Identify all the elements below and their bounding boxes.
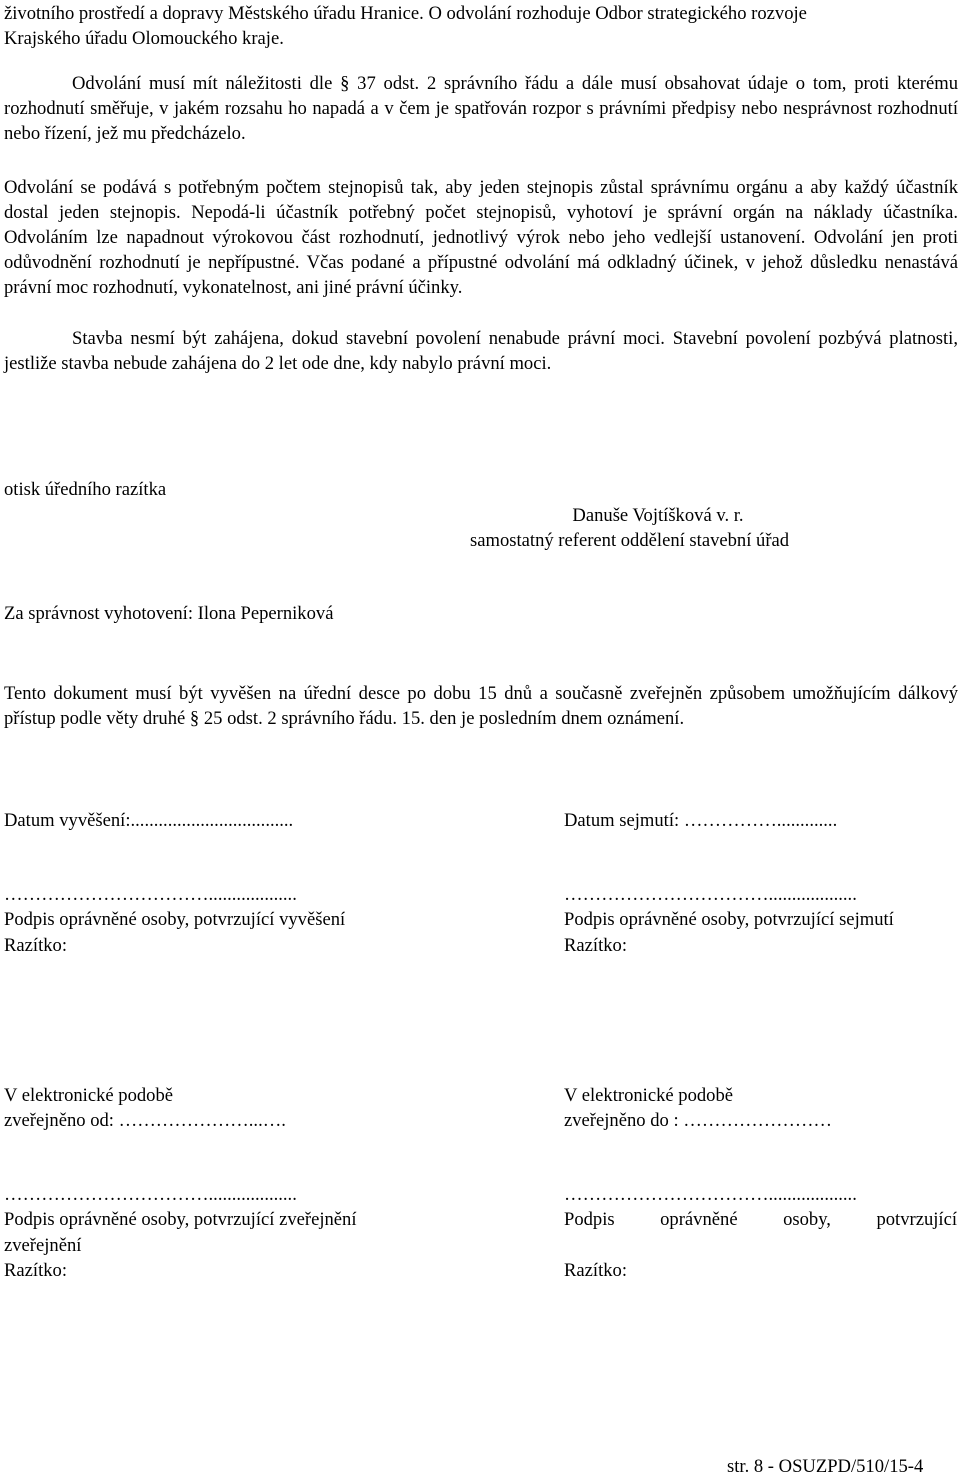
construction-note-paragraph: Stavba nesmí být zahájena, dokud stavební povolení nenabude právní moci. Stavební povolení pozbývá platnosti, jestliže stavba nebude zahájena do 2 let ode dne, kdy nabylo právní moci. [4, 328, 958, 374]
sign-right-1: Podpis oprávněné osoby, potvrzující sejmutí [564, 909, 894, 930]
electronic-right: V elektronické podobě [564, 1085, 734, 1106]
sign-left-2-cont: zveřejnění [4, 1235, 82, 1256]
dots-left-2: ……………………………................... [4, 1184, 297, 1205]
stamp-right-2: Razítko: [564, 1260, 627, 1281]
posting-notice-paragraph: Tento dokument musí být vyvěšen na úřední desce po dobu 15 dnů a současně zveřejněn způsobem umožňujícím dálkový přístup podle věty druhé § 25 odst. 2 správního řádu. 15. den je posledním dnem oznámení. [4, 683, 958, 729]
sign-right-2: Podpis oprávněné osoby, potvrzující [564, 1209, 957, 1230]
signer-role: samostatný referent oddělení stavební úřad [470, 530, 790, 551]
page-reference: str. 8 - OSUZPD/510/15-4 [727, 1456, 924, 1477]
published-to: zveřejněno do : …………………… [564, 1110, 833, 1131]
appeal-filing-paragraph: Odvolání se podává s potřebným počtem stejnopisů tak, aby jeden stejnopis zůstal správnímu orgánu a aby každý účastník dostal jeden stejnopis. Nepodá-li účastník potřebný počet stejnopisů, vyhotoví je správní orgán na náklady účastníka. Odvoláním lze napadnout výrokovou část rozhodnutí, jednotlivý výrok nebo jeho vedlejší ustanovení. Odvolání jen proti odůvodnění rozhodnutí je nepřípustné. Včas podané a přípustné odvolání má odkladný účinek, v jehož důsledku nenastává právní moc rozhodnutí, vykonatelnost, ani jiné právní účinky. [4, 177, 958, 298]
electronic-left: V elektronické podobě [4, 1085, 174, 1106]
stamp-label: otisk úředního razítka [4, 479, 167, 500]
intro-line-1: životního prostředí a dopravy Městského úřadu Hranice. O odvolání rozhoduje Odbor strategického rozvoje [4, 3, 807, 24]
appeal-requirements-paragraph: Odvolání musí mít náležitosti dle § 37 odst. 2 správního řádu a dále musí obsahovat údaje o tom, proti kterému rozhodnutí směřuje, v jakém rozsahu ho napadá a v čem je spatřován rozpor s právními předpisy nebo nesprávnost rozhodnutí nebo řízení, jež mu předcházelo. [4, 73, 958, 144]
sign-left-1: Podpis oprávněné osoby, potvrzující vyvěšení [4, 909, 346, 930]
intro-line-2: Krajského úřadu Olomouckého kraje. [4, 28, 284, 49]
date-posted: Datum vyvěšení:................................... [4, 810, 294, 831]
dots-right-1: ……………………………................... [564, 884, 857, 905]
stamp-left-2: Razítko: [4, 1260, 67, 1281]
stamp-left-1: Razítko: [4, 935, 67, 956]
stamp-right-1: Razítko: [564, 935, 627, 956]
dots-right-2: ……………………………................... [564, 1184, 857, 1205]
signer-name: Danuše Vojtíšková v. r. [572, 505, 744, 526]
sign-left-2: Podpis oprávněné osoby, potvrzující zveřejnění [4, 1209, 357, 1230]
correctness-line: Za správnost vyhotovení: Ilona Peperniková [4, 603, 334, 624]
date-removed: Datum sejmutí: ……………............. [564, 810, 838, 831]
dots-left-1: ……………………………................... [4, 884, 297, 905]
published-from: zveřejněno od: …………………...…. [4, 1110, 286, 1131]
